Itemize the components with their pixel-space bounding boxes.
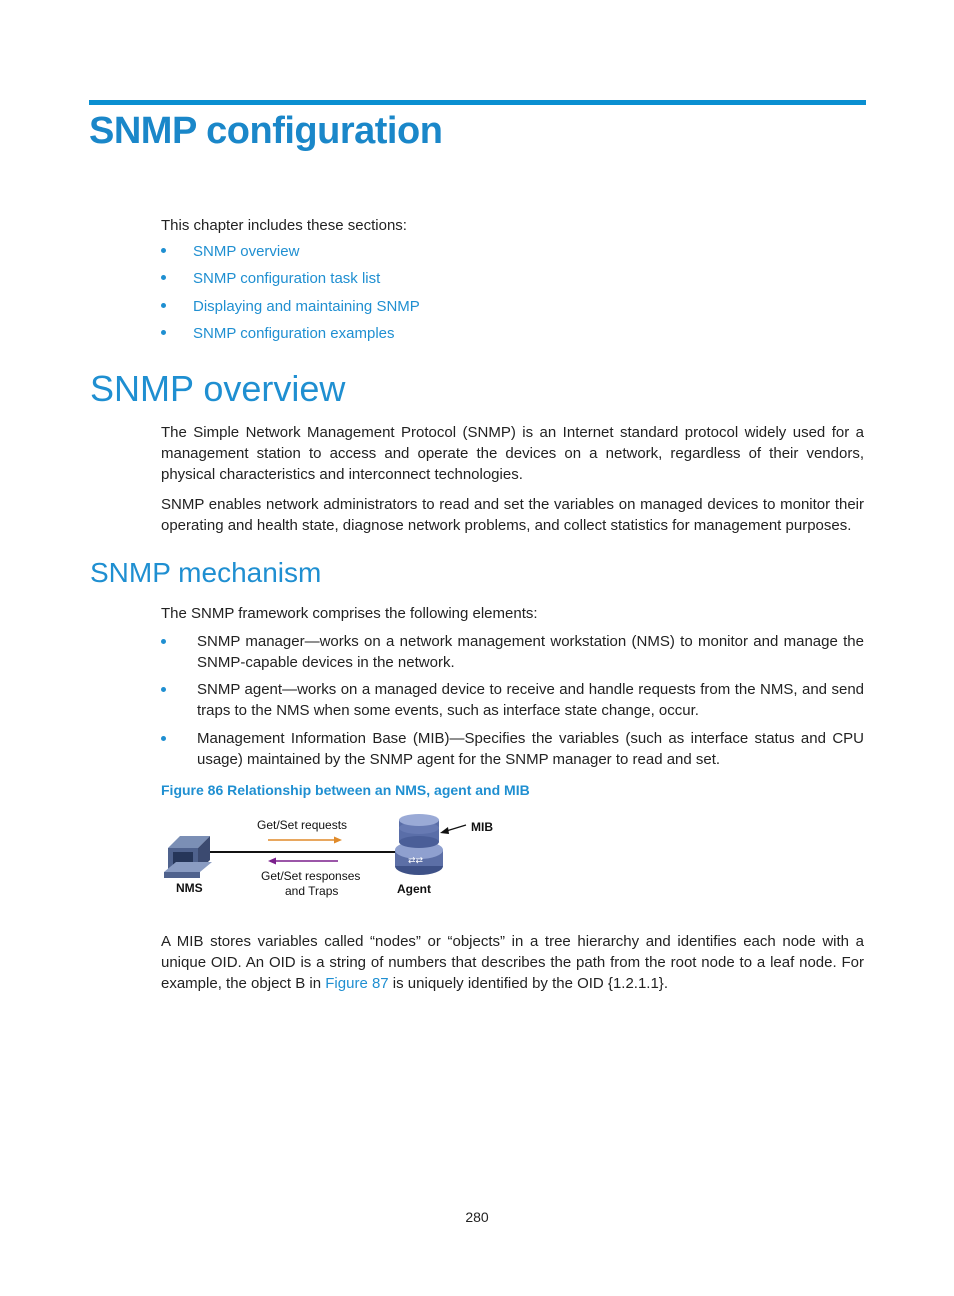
list-item-text: SNMP agent—works on a managed device to receive and handle requests from the NMS, and send traps to the NMS when some events, such as interface state change, occur. [197,681,864,719]
toc-link-overview[interactable] [161,243,299,260]
chapter-title: SNMP configuration [89,110,443,152]
bullet-icon [161,275,166,280]
list-item [161,679,864,721]
response-arrow-head [268,858,276,865]
toc-link-label: Displaying and maintaining SNMP [193,298,420,315]
page-number: 280 [465,1209,489,1225]
list-item-text: SNMP manager—works on a network management workstation (NMS) to monitor and manage the SNMP-capable devices in the network. [197,633,864,671]
mib-paragraph-text-end: is uniquely identified by the OID {1.2.1.1}. [388,975,668,992]
snmp-relationship-diagram [160,808,520,908]
overview-paragraph-1: The Simple Network Management Protocol (SNMP) is an Internet standard protocol widely used for a management station to access and operate the devices on a network, regardless of their vendors, physical characteristics and interconnect technologies. [161,424,864,483]
mib-database-icon [399,814,439,848]
mechanism-intro: The SNMP framework comprises the following elements: [161,605,538,622]
bullet-icon [161,248,166,253]
response-label-line2: and Traps [285,884,339,898]
bullet-icon [161,687,166,692]
mib-paragraph-text: A MIB stores variables called “nodes” or “objects” in a tree hierarchy and identifies each node with a unique OID. An OID is a string of numbers that describes the path from the root node to a leaf node. For example, the object B in [161,933,864,992]
mib-label: MIB [471,820,493,834]
bullet-icon [161,639,166,644]
bullet-icon [161,736,166,741]
agent-label: Agent [397,882,431,896]
bullet-icon [161,303,166,308]
request-arrow-head [334,837,342,844]
section-heading-overview: SNMP overview [90,368,346,409]
list-item [161,631,864,673]
svg-text:⇄⇄: ⇄⇄ [408,856,424,866]
toc-link-label: SNMP configuration examples [193,325,395,342]
nms-label: NMS [176,881,203,895]
request-label: Get/Set requests [257,818,348,832]
response-label-line1: Get/Set responses [261,869,361,883]
toc-link-label: SNMP configuration task list [193,270,381,287]
list-item [161,728,864,770]
toc-link-displaying[interactable] [161,298,420,315]
toc-link-examples[interactable] [161,325,395,342]
figure-87-link[interactable]: Figure 87 [325,975,389,992]
nms-computer-icon [164,836,212,878]
mib-paragraph [161,931,864,994]
overview-paragraph-2: SNMP enables network administrators to read and set the variables on managed devices to monitor their operating and health state, diagnose network problems, and collect statistics for management purposes. [161,496,864,534]
bullet-icon [161,330,166,335]
section-heading-mechanism: SNMP mechanism [90,557,322,588]
intro-text: This chapter includes these sections: [161,217,407,234]
mib-pointer-head [440,827,449,834]
figure-caption: Figure 86 Relationship between an NMS, agent and MIB [161,782,530,798]
toc-link-label: SNMP overview [193,243,300,260]
chapter-rule [89,100,866,105]
toc-link-task-list[interactable] [161,270,380,287]
list-item-text: Management Information Base (MIB)—Specifies the variables (such as interface status and CPU usage) maintained by the SNMP agent for the SNMP manager to read and set. [197,730,864,768]
